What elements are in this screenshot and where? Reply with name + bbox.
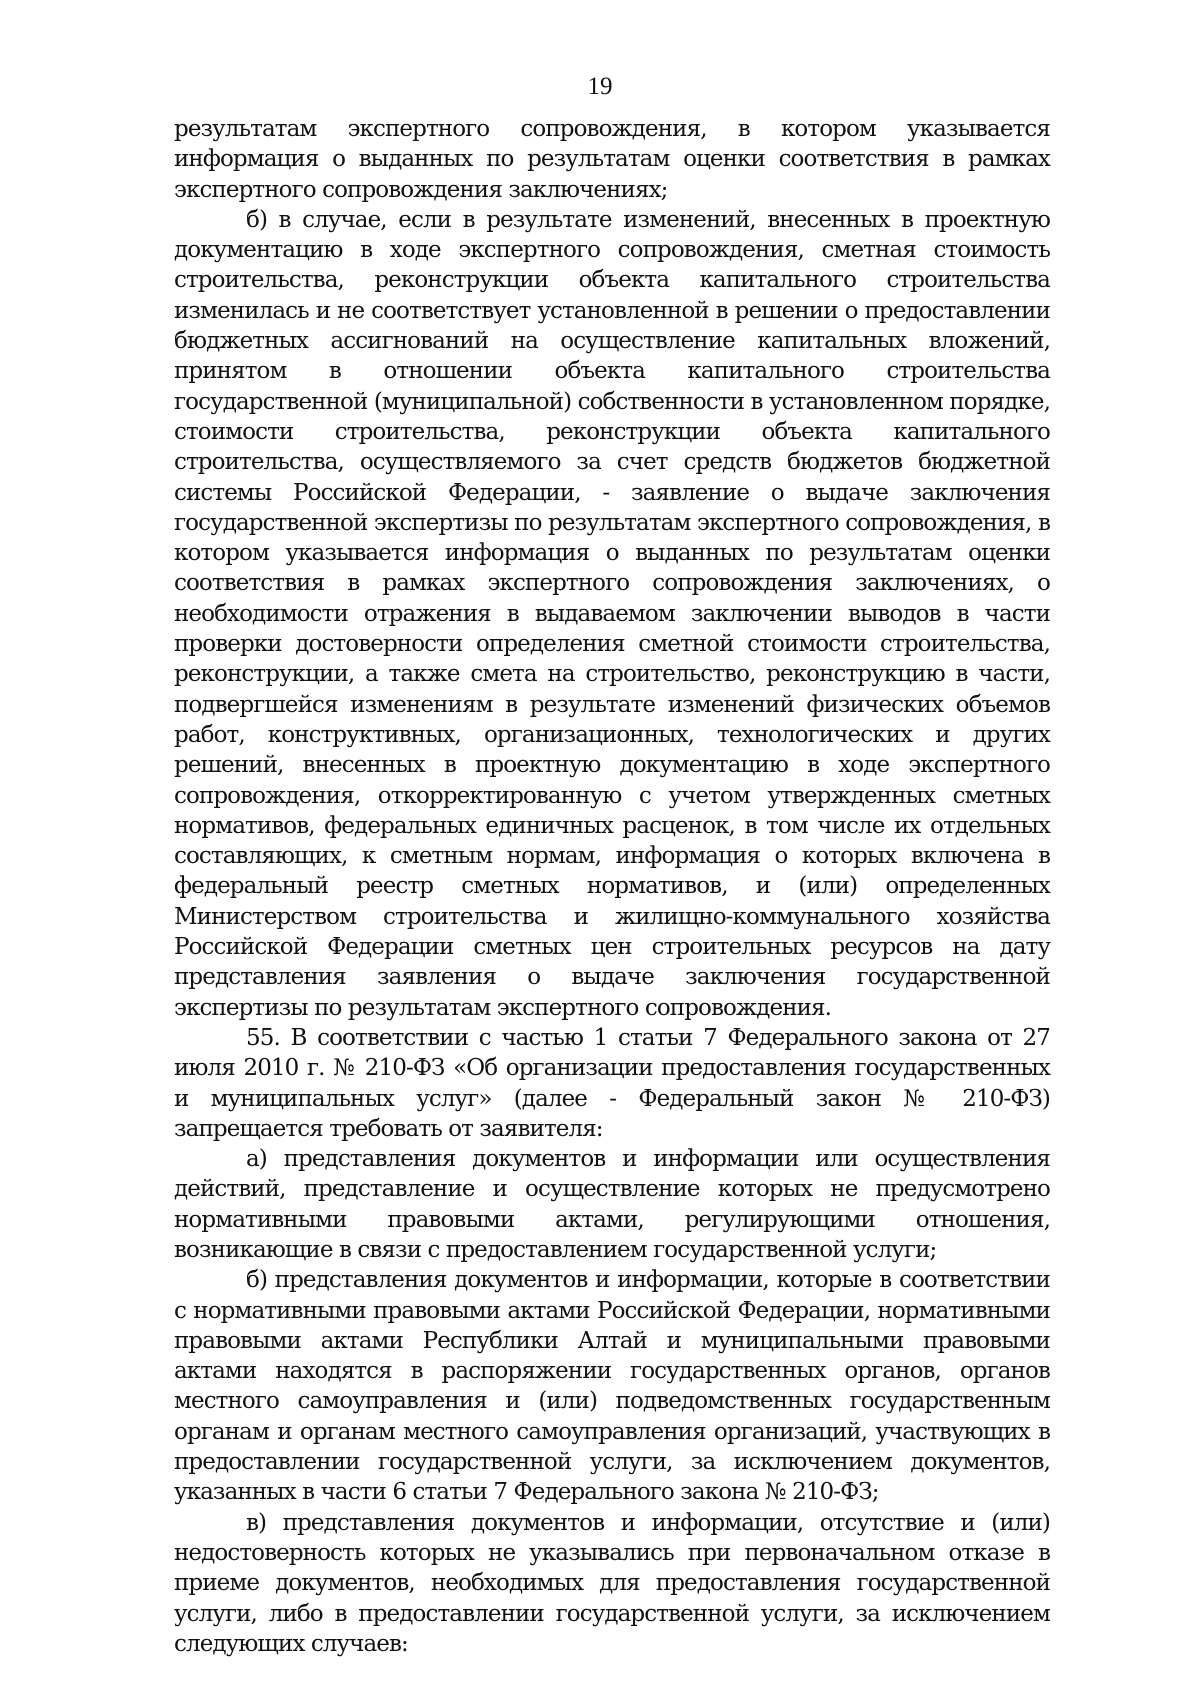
paragraph-item-b: б) представления документов и информации, которые в соответствии с нормативными правовыми актами Российской Федерации, нормативными правовыми актами Республики Алтай и муниципальными правовыми актами находятся в распоряжении государственных органов, органов местного самоуправления и (или) подведомственных государственным органам и органам местного самоуправления организаций, участвующих в предоставлении государственной услуги, за исключением документов, указанных в части 6 статьи 7 Федерального закона № 210-ФЗ; — [174, 1267, 1050, 1506]
paragraph-item-v: в) представления документов и информации, отсутствие и (или) недостоверность которых не указывались при первоначальном отказе в приеме документов, необходимых для предоставления государственной услуги, либо в предоставлении государственной услуги, за исключением следующих случаев: — [174, 1509, 1050, 1657]
paragraph-clause-55: 55. В соответствии с частью 1 статьи 7 Федерального закона от 27 июля 2010 г. № 210-ФЗ «Об организации предоставления государственных и муниципальных услуг» (далее - Федеральный закон № 210-ФЗ) запрещается требовать от заявителя: — [174, 1024, 1050, 1142]
paragraph-item-b-estimate: б) в случае, если в результате изменений, внесенных в проектную документацию в ходе экспертного сопровождения, сметная стоимость строительства, реконструкции объекта капитального строительства изменилась и не соответствует установленной в решении о предоставлении бюджетных ассигнований на осуществление капитальных вложений, принятом в отношении объекта капитального строительства государственной (муниципальной) собственности в установленном порядке, стоимости строительства, реконструкции объекта капитального строительства, осуществляемого за счет средств бюджетов бюджетной системы Российской Федерации, - заявление о выдаче заключения государственной экспертизы по результатам экспертного сопровождения, в котором указывается информация о выданных по результатам оценки соответствия в рамках экспертного сопровождения заключениях, о необходимости отражения в выдаваемом заключении выводов в части проверки достоверности определения сметной стоимости строительства, реконструкции, а также смета на строительство, реконструкцию в части, подвергшейся изменениям в результате изменений физических объемов работ, конструктивных, организационных, технологических и других решений, внесенных в проектную документацию в ходе экспертного сопровождения, откорректированную с учетом утвержденных сметных нормативов, федеральных единичных расценок, в том числе их отдельных составляющих, к сметным нормам, информация о которых включена в федеральный реестр сметных нормативов, и (или) определенных Министерством строительства и жилищно-коммунального хозяйства Российской Федерации сметных цен строительных ресурсов на дату представления заявления о выдаче заключения государственной экспертизы по результатам экспертного сопровождения. — [174, 206, 1050, 1021]
paragraph-continuation: результатам экспертного сопровождения, в котором указывается информация о выданных по результатам оценки соответствия в рамках экспертного сопровождения заключениях; — [174, 116, 1050, 203]
page-number: 19 — [587, 73, 613, 100]
document-body — [174, 114, 1050, 1659]
paragraph-item-a: а) представления документов и информации или осуществления действий, представление и осуществление которых не предусмотрено нормативными правовыми актами, регулирующими отношения, возникающие в связи с предоставлением государственной услуги; — [174, 1146, 1050, 1263]
